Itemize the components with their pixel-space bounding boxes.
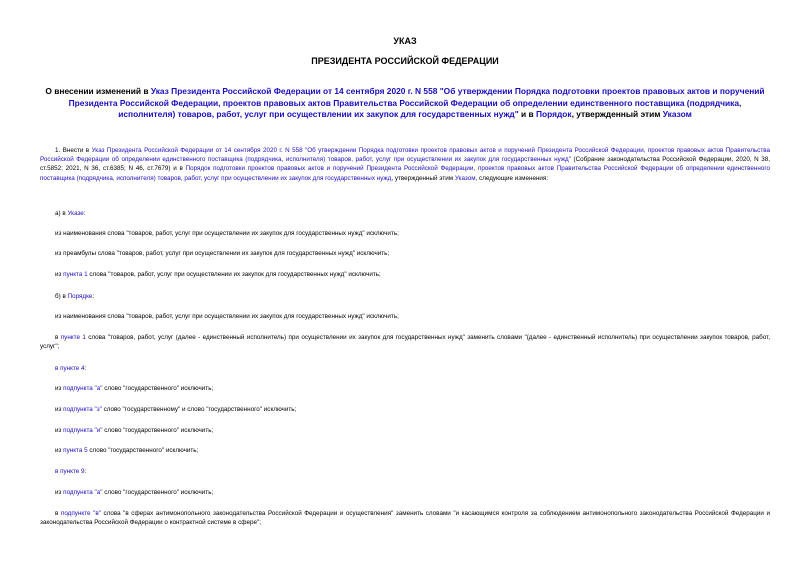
paragraph-b-8 (40, 467, 770, 476)
paragraph-text: из (55, 447, 64, 454)
paragraph-text: слово "государственного" исключить; (102, 489, 214, 496)
paragraph-1 (40, 146, 770, 183)
paragraph-text: слова "товаров, работ, услуг при осуществлении их закупок для государственных нужд" исключить; (87, 271, 381, 278)
paragraph-a-1: из наименования слова "товаров, работ, услуг при осуществлении их закупок для государственных нужд" исключить; (55, 230, 399, 237)
paragraph-b-9 (40, 488, 770, 497)
title-link-decree[interactable]: Указ Президента Российской Федерации от 14 сентября 2020 г. N 558 "Об утверждении Порядка подготовки проектов правовых актов и поручений Президента Российской Федерации, проектов правовых актов Правительства Российской Федерации об определении единственного поставщика (подрядчика, исполнителя) товаров, работ, услуг при осуществлении их закупок для государственных нужд" (68, 86, 765, 119)
paragraph-text: из (55, 385, 64, 392)
paragraph-b-5 (40, 405, 770, 414)
link-point-9[interactable]: в пункте 9 (55, 468, 85, 475)
paragraph-b-6 (40, 426, 770, 435)
paragraph-text: слово "государственного" исключить; (102, 427, 214, 434)
paragraph-text: из (55, 489, 64, 496)
paragraph-text: (Собрание законодательства Российской Федерации, 2020, N 38, ст.5852; 2021, N 36, ст.6385; N 46, ст.7679) и в (40, 156, 770, 173)
document-title (40, 86, 770, 121)
paragraph-text: в (55, 510, 61, 517)
title-link-procedure[interactable]: Порядок (535, 109, 572, 119)
paragraph-text: слово "государственного" исключить; (102, 385, 214, 392)
link-decree[interactable]: Указ Президента Российской Федерации от 14 сентября 2020 г. N 558 "Об утверждении Порядка подготовки проектов правовых актов и поручений Президента Российской Федерации, проектов правовых актов Правительства Российской Федерации об определении единственного поставщика (подрядчика, исполнителя) товаров, работ, услуг при осуществлении их закупок для государственных нужд" (40, 147, 770, 164)
paragraph-text: слово "государственному" и слово "государственного" исключить; (101, 406, 297, 413)
paragraph-text: : (83, 210, 86, 217)
link-clause-1[interactable]: пункта 1 (63, 271, 88, 278)
paragraph-text: а) в (55, 210, 68, 217)
link-point-4[interactable]: в пункте 4 (55, 365, 85, 372)
paragraph-text: в (55, 334, 61, 341)
paragraph-b (40, 292, 770, 301)
link-subpoint-i[interactable]: подпункта "и" (63, 427, 103, 434)
link-subpoint-z[interactable]: подпункта "з" (63, 406, 102, 413)
paragraph-text: , следующие изменения: (475, 174, 549, 182)
paragraph-text: : (84, 468, 87, 475)
paragraph-a-2: из преамбулы слова "товаров, работ, услуг при осуществлении их закупок для государственных нужд" исключить; (55, 250, 390, 257)
link-point-1[interactable]: пункте 1 (60, 334, 86, 341)
link-subpoint-v[interactable]: подпункте "в" (60, 510, 101, 517)
title-link-decree-short[interactable]: Указом (662, 109, 692, 119)
paragraph-a (40, 209, 770, 218)
paragraph-text: : (92, 293, 95, 300)
paragraph-text: слова "товаров, работ, услуг (далее - единственный исполнитель) при осуществлении их закупок для государственных нужд" заменить словами "(далее - единственный исполнитель) при осуществлении закупок товаров, работ, услуг"; (40, 334, 770, 351)
paragraph-text: слово "государственного" исключить; (87, 447, 199, 454)
paragraph-text: : (84, 365, 87, 372)
paragraph-b-1: из наименования слова "товаров, работ, услуг при осуществлении их закупок для государственных нужд" исключить; (55, 313, 399, 320)
paragraph-b-3 (40, 364, 770, 373)
paragraph-text: из (55, 271, 64, 278)
paragraph-text: 1. Внести в (55, 147, 92, 154)
title-text: О внесении изменений в (45, 86, 151, 96)
paragraph-b-7 (40, 446, 770, 455)
link-procedure[interactable]: Порядок подготовки проектов правовых актов и поручений Президента Российской Федерации, проектов правовых актов Правительства Российской Федерации об определении единственного поставщика (подрядчика, исполнителя) товаров, работ, услуг при осуществлении их закупок для государственных нужд (40, 165, 771, 182)
paragraph-text: б) в (55, 293, 68, 300)
link-subpoint-a[interactable]: подпункта "а" (63, 385, 103, 392)
link-procedure-item[interactable]: Порядке (67, 293, 93, 300)
title-text: и в (518, 109, 536, 119)
title-text: , утвержденный этим (571, 109, 663, 119)
paragraph-text: из (55, 406, 64, 413)
paragraph-b-2 (40, 333, 770, 351)
paragraph-b-10 (40, 509, 770, 527)
link-point-5[interactable]: пункта 5 (63, 447, 88, 454)
paragraph-text: , утвержденный этим (391, 174, 455, 182)
link-decree-short[interactable]: Указом (454, 174, 476, 182)
paragraph-text: из (55, 427, 64, 434)
issuer-heading: ПРЕЗИДЕНТА РОССИЙСКОЙ ФЕДЕРАЦИИ (311, 56, 499, 66)
link-subpoint-a-2[interactable]: подпункта "а" (63, 489, 103, 496)
paragraph-b-4 (40, 384, 770, 393)
paragraph-text: слова "в сферах антимонопольного законодательства Российской Федерации и осуществления" заменить словами "и касающимся контроля за соблюдением антимонопольного законодательства Российской Федерации и законодательства Российской Федерации о контрактной системе в сфере"; (40, 510, 770, 527)
link-decree-item[interactable]: Указе (67, 210, 84, 217)
paragraph-a-3 (40, 270, 770, 279)
document-type-heading: УКАЗ (393, 36, 417, 46)
